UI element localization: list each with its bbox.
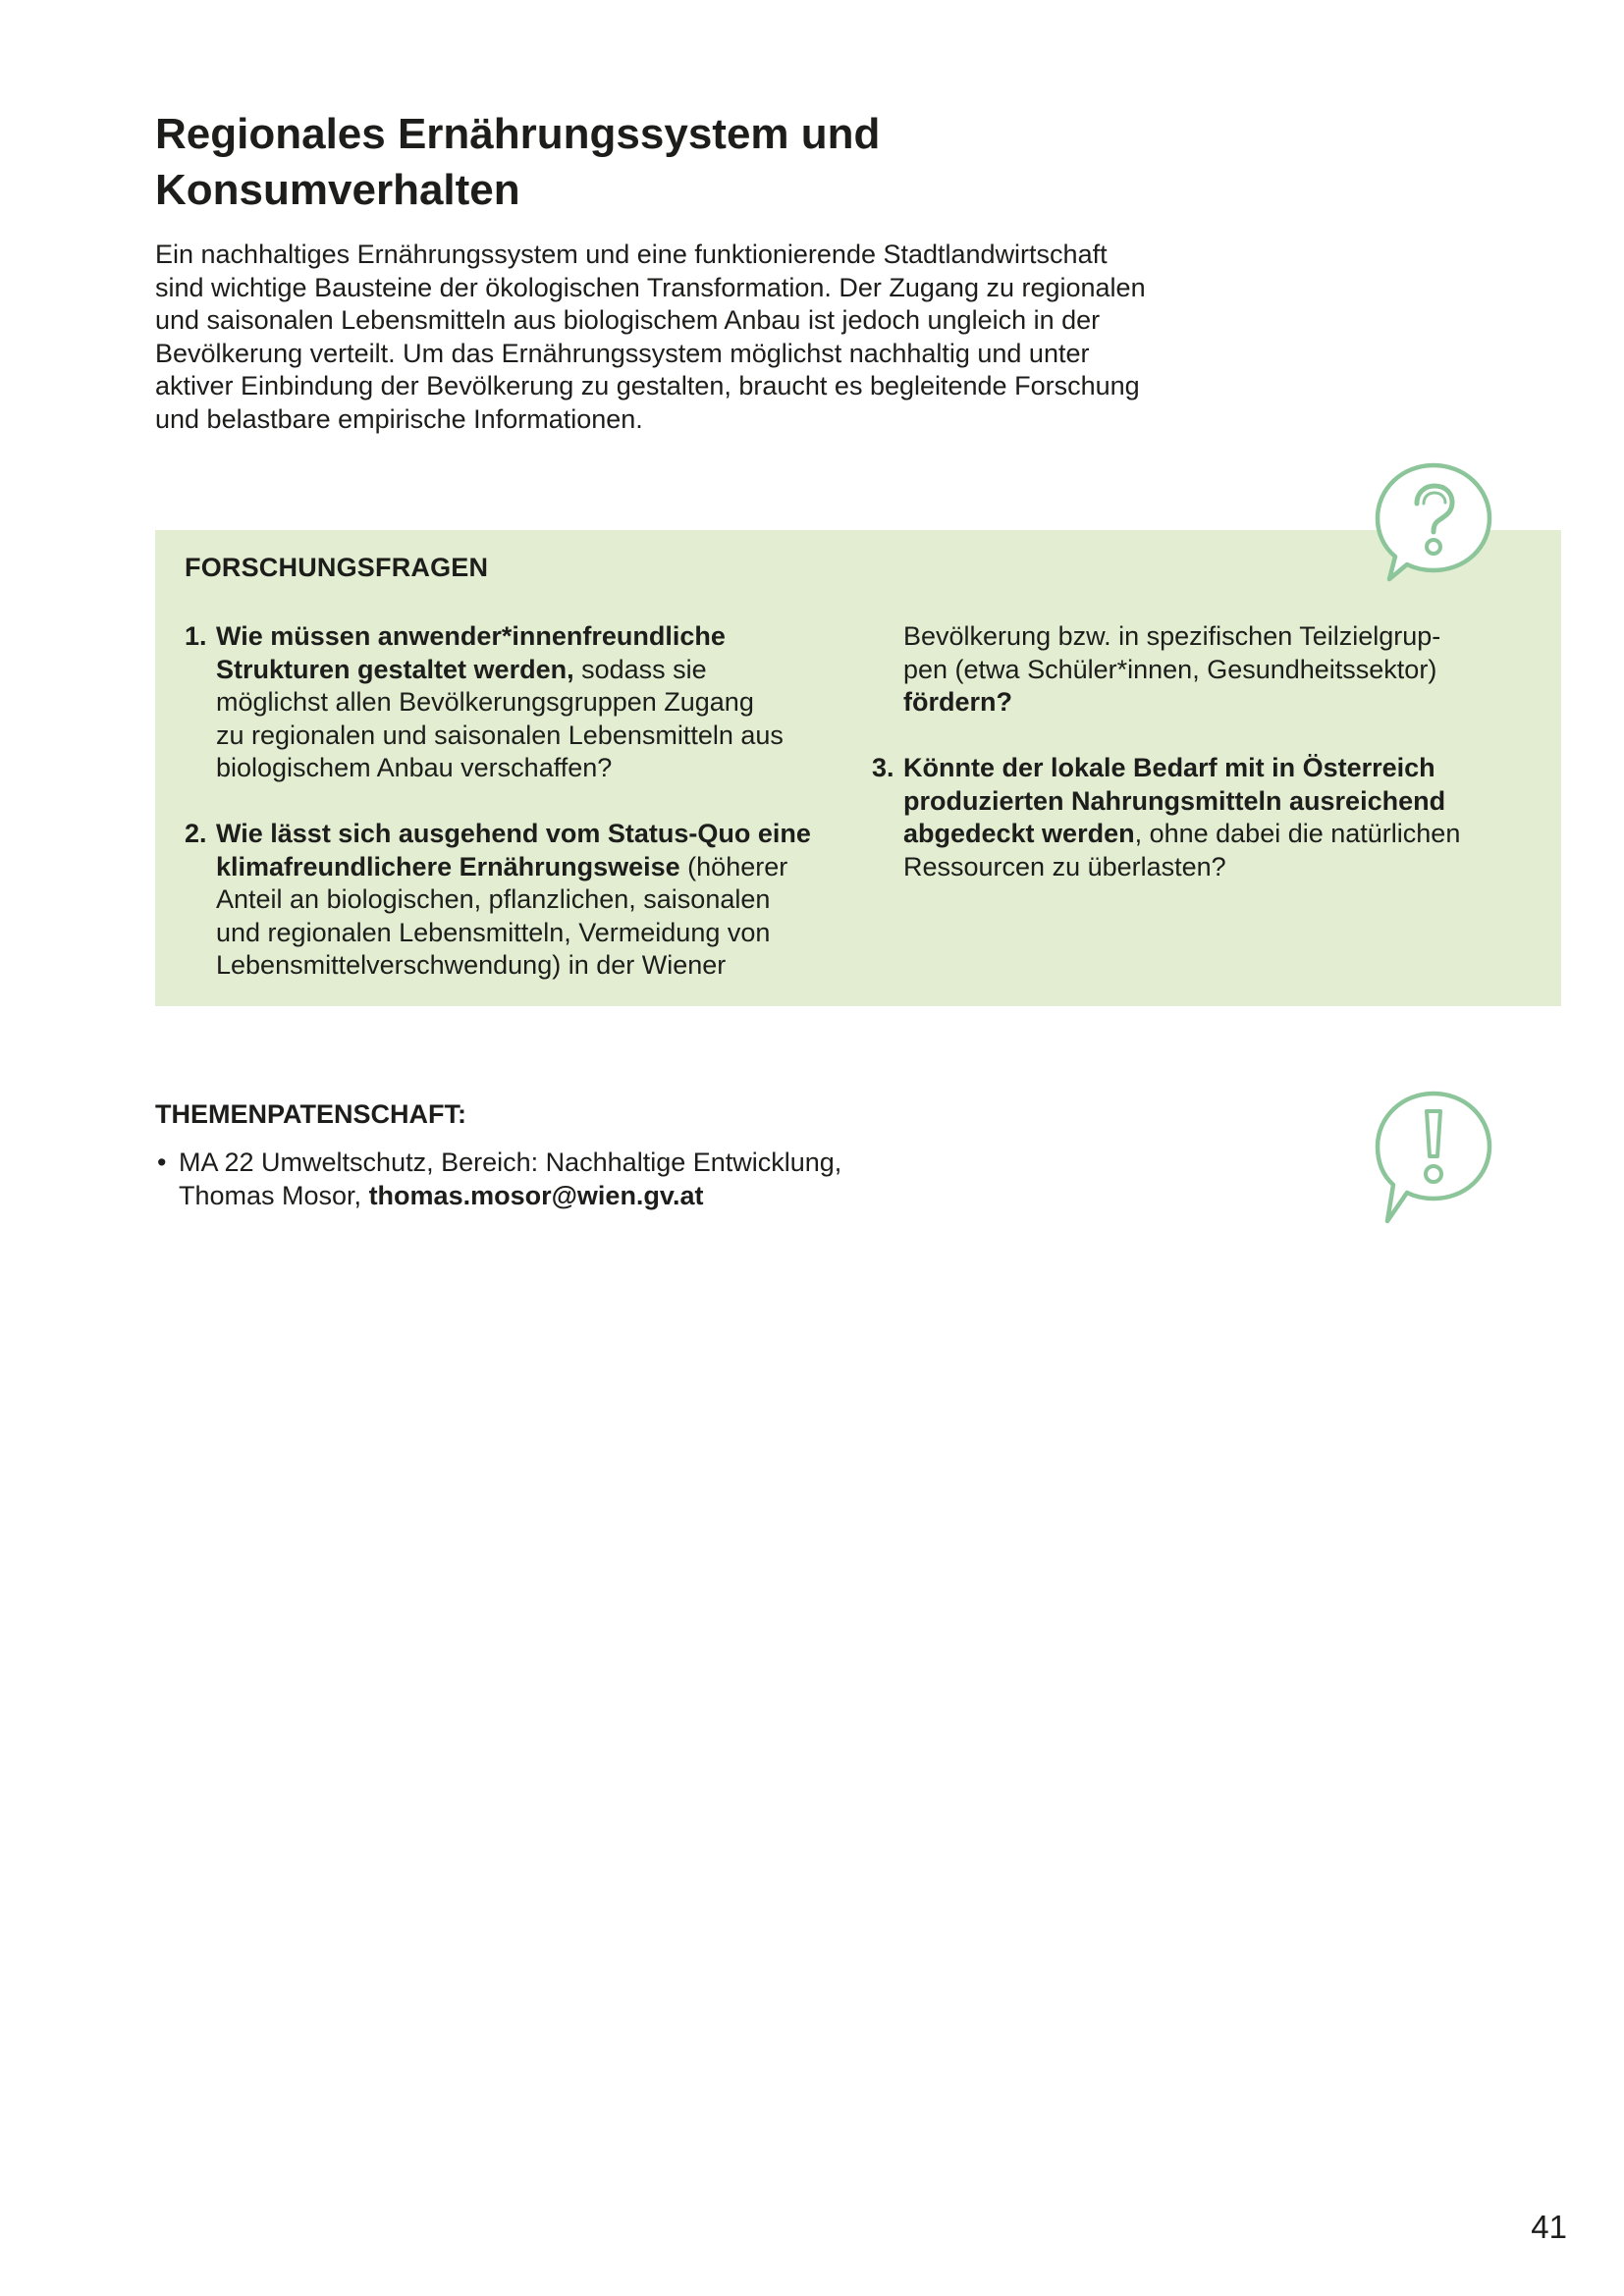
contact-email-link[interactable]: thomas.mosor@wien.gv.at (368, 1180, 704, 1210)
intro-line: und belastbare empirische Informationen. (155, 403, 643, 434)
question-2-line: und regionalen Lebensmitteln, Vermeidung von (216, 917, 771, 947)
intro-line: aktiver Einbindung der Bevölkerung zu gestalten, braucht es begleitende Forschung (155, 371, 1140, 400)
question-1 (185, 620, 823, 785)
question-3-text: , ohne dabei die natürlichen (1134, 819, 1461, 848)
title-line-2: Konsumverhalten (155, 166, 520, 214)
research-questions-box (155, 530, 1561, 1006)
question-1-bold: Strukturen gestaltet werden, (216, 654, 574, 684)
question-3-bold: abgedeckt werden (903, 819, 1135, 848)
question-2-line: Lebensmittelverschwendung) in der Wiener (216, 950, 727, 980)
question-2-bold: fördern? (903, 687, 1012, 717)
question-2-bold: klimafreundlichere Ernährungsweise (216, 851, 680, 881)
questions-column-right (872, 620, 1540, 883)
intro-line: und saisonalen Lebensmitteln aus biologischem Anbau ist jedoch ungleich in der (155, 305, 1101, 335)
question-1-line: biologischem Anbau verschaffen? (216, 753, 613, 782)
question-1-number: 1. (185, 621, 207, 651)
question-3-line: produzierten Nahrungsmitteln ausreichend (903, 785, 1446, 816)
question-2-line: Wie lässt sich ausgehend vom Status-Quo eine (216, 819, 811, 848)
question-2-text: (höherer (679, 851, 788, 881)
questions-column-left (185, 620, 823, 983)
intro-paragraph (155, 239, 1235, 436)
question-2-continued (872, 620, 1540, 720)
question-2-line: pen (etwa Schüler*innen, Gesundheitssektor) (903, 654, 1437, 684)
question-1-text: sodass sie (573, 654, 707, 684)
question-1-line: Wie müssen anwender*innenfreundliche (216, 621, 726, 651)
question-2-line: Bevölkerung bzw. in spezifischen Teilzielgrup- (903, 621, 1441, 651)
exclamation-speech-bubble-icon (1370, 1088, 1497, 1231)
patronage-line: MA 22 Umweltschutz, Bereich: Nachhaltige Entwicklung, (179, 1148, 842, 1177)
question-3-line: Ressourcen zu überlasten? (903, 851, 1226, 881)
intro-line: Ein nachhaltiges Ernährungssystem und eine funktionierende Stadtlandwirtschaft (155, 240, 1108, 269)
question-2 (185, 818, 823, 983)
question-3-line: Könnte der lokale Bedarf mit in Österreich (903, 753, 1435, 782)
question-2-line: Anteil an biologischen, pflanzlichen, saisonalen (216, 884, 771, 914)
title-line-1: Regionales Ernährungssystem und (155, 110, 881, 158)
patronage-list (155, 1147, 1039, 1212)
question-2-number: 2. (185, 819, 207, 848)
patronage-heading: THEMENPATENSCHAFT: (155, 1099, 466, 1129)
question-3 (872, 752, 1540, 883)
research-questions-heading: FORSCHUNGSFRAGEN (185, 553, 489, 582)
page-title (155, 106, 1137, 218)
bullet: • (157, 1148, 167, 1177)
patronage-contact: Thomas Mosor, (179, 1180, 369, 1210)
intro-line: Bevölkerung verteilt. Um das Ernährungssystem möglichst nachhaltig und unter (155, 338, 1090, 368)
question-1-line: zu regionalen und saisonalen Lebensmitteln aus (216, 720, 784, 750)
question-3-number: 3. (872, 753, 894, 782)
page-number: 41 (1531, 2209, 1567, 2245)
intro-line: sind wichtige Bausteine der ökologischen Transformation. Der Zugang zu regionalen (155, 272, 1146, 302)
question-speech-bubble-icon (1370, 459, 1497, 583)
question-1-line: möglichst allen Bevölkerungsgruppen Zugang (216, 687, 754, 717)
